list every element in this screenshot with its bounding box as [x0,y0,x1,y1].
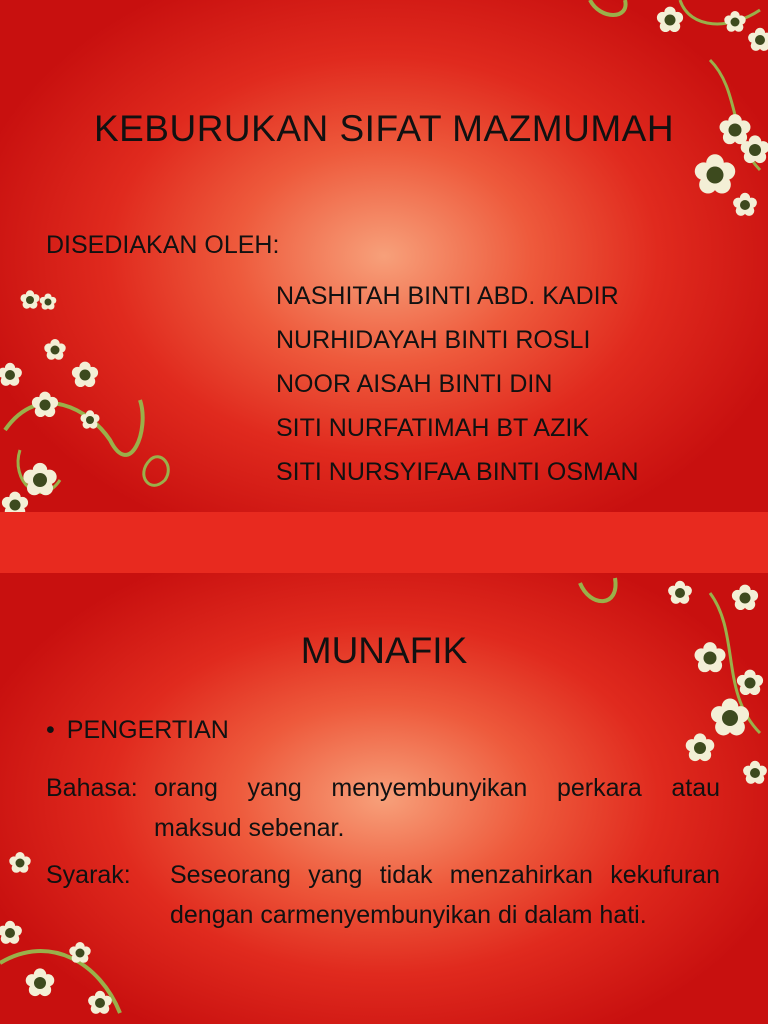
definition-term: Syarak: [46,861,131,889]
slide-title-heading: KEBURUKAN SIFAT MAZMUMAH [93,108,675,149]
author-name: NURHIDAYAH BINTI ROSLI [276,326,591,354]
definition-text: Seseorang yang tidak menzahirkan kekufuran dengan carmenyembunyikan di dalam hati. [170,861,720,929]
prepared-by-label: DISEDIAKAN OLEH: [46,231,280,259]
slide-heading: MUNAFIK [300,630,468,671]
author-list [276,274,639,494]
definition-term: Bahasa: [46,774,138,802]
author-name: NASHITAH BINTI ABD. KADIR [276,282,619,310]
definition-text: orang yang menyembunyikan perkara atau maksud sebenar. [154,774,720,842]
bullet-icon: • [46,716,55,744]
author-name: SITI NURFATIMAH BT AZIK [276,414,590,442]
slide-munafik [0,573,768,1024]
author-name: SITI NURSYIFAA BINTI OSMAN [276,458,639,486]
bullet-text: PENGERTIAN [66,716,229,744]
floral-left-decoration [0,280,200,512]
bullet-item [46,716,229,745]
author-name: NOOR AISAH BINTI DIN [276,370,553,398]
slide-separator [0,512,768,573]
